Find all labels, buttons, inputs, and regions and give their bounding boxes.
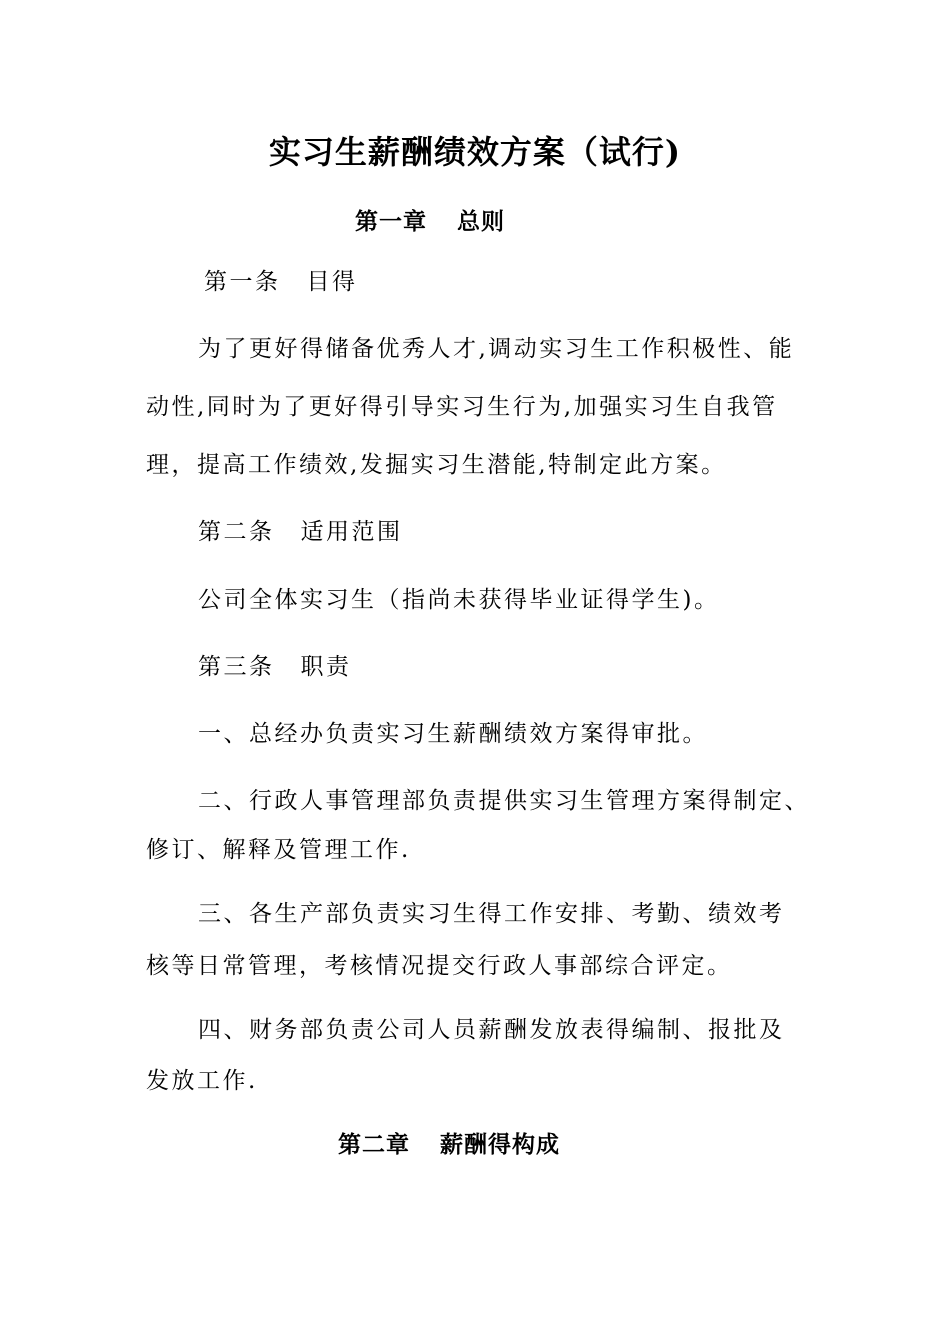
duty-item-2-line: 二、行政人事管理部负责提供实习生管理方案得制定、: [198, 788, 810, 814]
chapter-heading-2: [338, 1130, 560, 1160]
article-heading-1: [204, 267, 358, 297]
document-title: 实习生薪酬绩效方案（试行): [268, 133, 682, 171]
paragraph-line: 公司全体实习生（指尚未获得毕业证得学生)。: [198, 587, 720, 613]
duty-item-4-line: 四、财务部负责公司人员薪酬发放表得编制、报批及: [198, 1017, 785, 1043]
article-heading-3: [198, 652, 352, 682]
chapter-number: 第一章: [355, 208, 427, 235]
duty-item-4-line: 发放工作.: [146, 1068, 258, 1094]
article-number: 第二条: [198, 519, 275, 545]
chapter-number: 第二章: [338, 1131, 410, 1158]
paragraph-line: 动性,同时为了更好得引导实习生行为,加强实习生自我管: [146, 394, 778, 420]
paragraph-line: 为了更好得储备优秀人才,调动实习生工作积极性、能: [198, 336, 795, 362]
duty-item-3-line: 核等日常管理，考核情况提交行政人事部综合评定。: [146, 953, 733, 979]
chapter-name: 薪酬得构成: [440, 1131, 560, 1158]
duty-item-3-line: 三、各生产部负责实习生得工作安排、考勤、绩效考: [198, 901, 785, 927]
article-number: 第三条: [198, 654, 275, 680]
article-heading-2: [198, 517, 403, 547]
article-name: 适用范围: [300, 519, 403, 545]
chapter-name: 总则: [457, 208, 505, 235]
chapter-heading-1: [355, 207, 505, 237]
paragraph-line: 理，提高工作绩效,发掘实习生潜能,特制定此方案。: [146, 452, 727, 478]
article-name: 目得: [306, 269, 358, 295]
duty-item-1: 一、总经办负责实习生薪酬绩效方案得审批。: [198, 721, 708, 747]
article-number: 第一条: [204, 269, 281, 295]
duty-item-2-line: 修订、解释及管理工作.: [146, 837, 411, 863]
article-name: 职责: [300, 654, 352, 680]
